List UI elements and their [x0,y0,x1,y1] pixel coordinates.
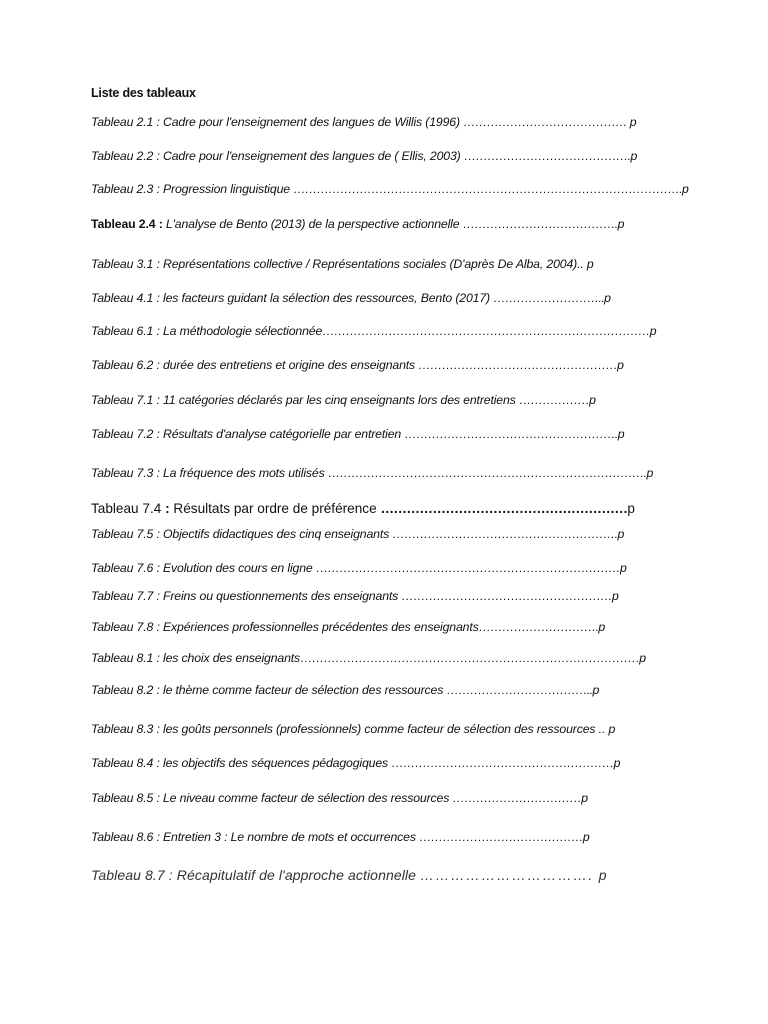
toc-entry-7-7 [91,589,619,603]
toc-entry-7-1 [91,393,596,407]
entry-separator: : [153,830,163,844]
toc-entry-7-3 [91,466,653,480]
entry-title: les choix des enseignants [162,651,301,665]
toc-entry-2-4 [91,217,624,231]
entry-page: p [611,589,619,603]
entry-label: Tableau 7.4 [91,501,162,516]
entry-leader-dots: ……………………….. [493,291,605,305]
entry-page: p [649,324,657,338]
toc-entry-3-1 [91,257,594,271]
entry-title: Cadre pour l'enseignement des langues de ( Ellis, 2003) [162,149,464,163]
entry-page: p [589,393,596,407]
entry-page: p [598,620,606,634]
entry-separator: : [153,427,163,441]
entry-separator: : [153,527,163,541]
entry-label: Tableau 2.1 [91,115,154,129]
entry-title: Résultats par ordre de préférence [173,501,381,516]
list-heading: Liste des tableaux [91,86,196,100]
entry-label: Tableau 7.6 [91,561,154,575]
entry-separator: : [153,291,163,305]
toc-entry-8-2 [91,683,599,697]
entry-separator: : [153,561,163,575]
entry-leader-dots: ……………………………. [420,867,599,883]
entry-leader-dots: …………………………………………………. [392,527,618,541]
entry-separator: : [164,867,177,883]
toc-entry-8-6 [91,830,590,844]
entry-page: p [586,257,594,271]
entry-title: Le niveau comme facteur de sélection des ressources [162,791,453,805]
entry-leader-dots: …………………………………… [419,830,583,844]
entry-page: p [613,756,621,770]
entry-page: p [682,182,689,196]
entry-page: p [617,527,625,541]
entry-leader-dots: …………………………………. [462,217,618,231]
entry-separator: : [153,683,163,697]
entry-separator: : [153,620,163,634]
entry-separator: : [153,791,163,805]
entry-title: 11 catégories déclarés par les cinq enseignants lors des entretiens [162,393,519,407]
toc-entry-8-3 [91,722,615,736]
entry-label: Tableau 8.1 [91,651,154,665]
entry-page: p [617,358,624,372]
toc-entry-6-1 [91,324,656,338]
entry-page: p [608,722,616,736]
entry-leader-dots: ………………………………………………… [391,756,614,770]
entry-page: p [630,149,638,163]
toc-entry-2-2 [91,149,637,163]
entry-title: Entretien 3 : Le nombre de mots et occurrences [162,830,420,844]
entry-separator: : [153,324,163,338]
entry-title: Evolution des cours en ligne [162,561,316,575]
entry-page: p [581,791,588,805]
entry-title: La fréquence des mots utilisés [162,466,328,480]
entry-title: Cadre pour l'enseignement des langues de Willis (1996) [162,115,464,129]
toc-entry-7-2 [91,427,624,441]
entry-title: les objectifs des séquences pédagogiques [162,756,392,770]
entry-separator: : [153,257,163,271]
toc-entry-7-5 [91,527,624,541]
entry-leader-dots: …………………………. [478,620,599,634]
entry-separator: : [153,466,163,480]
toc-entry-2-1 [91,115,636,129]
entry-separator: : [153,756,163,770]
toc-entry-7-8 [91,620,605,634]
entry-label: Tableau 6.2 [91,358,154,372]
entry-label: Tableau 8.5 [91,791,154,805]
entry-leader-dots: ………………………………………………. [404,427,618,441]
entry-page: p [617,427,625,441]
entry-title: L'analyse de Bento (2013) de la perspective actionnelle [165,217,463,231]
entry-leader-dots: …………………………………………… [418,358,618,372]
entry-separator: : [153,589,163,603]
toc-entry-8-4 [91,756,620,770]
toc-entry-4-1 [91,291,611,305]
entry-title: La méthodologie sélectionnée [162,324,323,338]
entry-page: p [627,501,635,516]
entry-label: Tableau 8.4 [91,756,154,770]
toc-entry-8-7 [91,867,607,883]
entry-title: Progression linguistique [162,182,294,196]
entry-page: p [582,830,590,844]
entry-label: Tableau 4.1 [91,291,154,305]
entry-leader-dots: …………………………………………………………………………… [300,651,640,665]
entry-title: Objectifs didactiques des cinq enseignants [162,527,393,541]
entry-page: p [639,651,646,665]
entry-leader-dots: ……………………………………. [463,149,631,163]
entry-leader-dots: …………………………………………………………………… [315,561,620,575]
entry-label: Tableau 2.3 [91,182,154,196]
entry-page: p [646,466,654,480]
entry-label: Tableau 3.1 [91,257,154,271]
entry-label: Tableau 7.3 [91,466,154,480]
entry-label: Tableau 7.8 [91,620,154,634]
toc-entry-6-2 [91,358,624,372]
entry-leader-dots: ……………………………………………… [401,589,612,603]
entry-leader-dots: ………………………………………………………………………. [327,466,647,480]
entry-title: durée des entretiens et origine des enseignants [162,358,419,372]
entry-leader-dots: …………………………………… [463,115,630,129]
entry-leader-dots: ………………………………………………………………………… [322,324,650,338]
entry-separator: : [161,501,174,516]
toc-entry-7-6 [91,561,627,575]
entry-title: Représentations collective / Représentations sociales (D'après De Alba, 2004).. [162,257,587,271]
entry-leader-dots: …………………………… [452,791,582,805]
entry-separator: : [153,182,163,196]
toc-entry-8-1 [91,651,646,665]
entry-separator: : [155,217,166,231]
entry-separator: : [153,115,163,129]
entry-label: Tableau 7.5 [91,527,154,541]
entry-separator: : [153,358,163,372]
entry-title: Résultats d'analyse catégorielle par entretien [162,427,405,441]
toc-entry-8-5 [91,791,588,805]
entry-page: p [619,561,627,575]
entry-title: le thème comme facteur de sélection des ressources [162,683,447,697]
entry-title: Récapitulatif de l'approche actionnelle [176,867,421,883]
entry-title: Expériences professionnelles précédentes des enseignants [162,620,479,634]
entry-separator: : [153,149,163,163]
entry-separator: : [153,651,163,665]
entry-page: p [604,291,611,305]
entry-label: Tableau 8.6 [91,830,154,844]
entry-page: p [629,115,637,129]
entry-label: Tableau 6.1 [91,324,154,338]
entry-leader-dots: ……………………………….. [446,683,593,697]
entry-page: p [617,217,625,231]
entry-title: Freins ou questionnements des enseignants [162,589,402,603]
entry-label: Tableau 8.7 [91,867,165,883]
entry-page: p [592,683,600,697]
entry-label: Tableau 2.4 [91,217,156,231]
entry-label: Tableau 7.2 [91,427,154,441]
entry-label: Tableau 7.7 [91,589,154,603]
entry-title: les facteurs guidant la sélection des ressources, Bento (2017) [162,291,494,305]
entry-leader-dots: ……………… [518,393,590,407]
entry-separator: : [153,393,163,407]
entry-title: les goûts personnels (professionnels) comme facteur de sélection des ressources .. [162,722,609,736]
entry-label: Tableau 2.2 [91,149,154,163]
entry-leader-dots: ………………………………………………………………………………………. [293,182,683,196]
entry-page: p [598,867,607,883]
entry-separator: : [153,722,163,736]
entry-leader-dots: ………………………………………………… [380,501,628,516]
entry-label: Tableau 8.2 [91,683,154,697]
entry-label: Tableau 8.3 [91,722,154,736]
toc-entry-7-4 [91,501,635,516]
toc-entry-2-3 [91,182,689,196]
entry-label: Tableau 7.1 [91,393,154,407]
